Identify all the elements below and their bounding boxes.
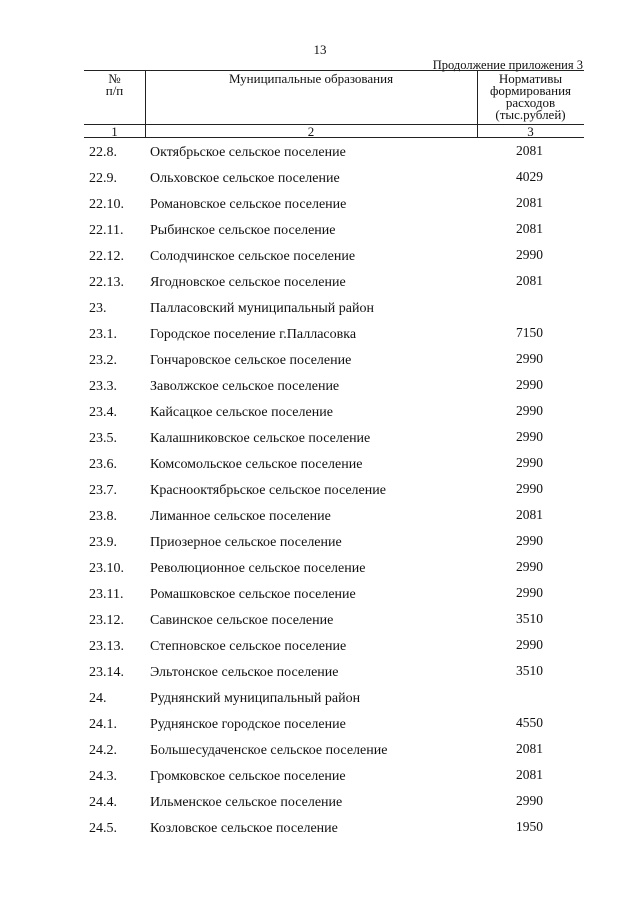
row-municipality: Калашниковское сельское поселение (150, 431, 371, 446)
row-number: 23.3. (89, 379, 117, 394)
row-municipality: Лиманное сельское поселение (150, 509, 331, 524)
row-number: 23.4. (89, 405, 117, 420)
table-row (0, 297, 640, 323)
row-number: 22.13. (89, 275, 124, 290)
row-municipality: Ягодновское сельское поселение (150, 275, 346, 290)
row-municipality: Комсомольское сельское поселение (150, 457, 363, 472)
header-number (84, 73, 145, 97)
table-body (0, 141, 640, 843)
row-value: 2990 (516, 533, 543, 548)
table-row (0, 245, 640, 271)
table-row (0, 141, 640, 167)
row-number: 22.9. (89, 171, 117, 186)
table-row (0, 505, 640, 531)
row-number: 23.2. (89, 353, 117, 368)
table-row (0, 713, 640, 739)
table-row (0, 323, 640, 349)
row-number: 23.14. (89, 665, 124, 680)
table-row (0, 739, 640, 765)
row-number: 22.10. (89, 197, 124, 212)
row-value: 2081 (516, 221, 543, 236)
table-row (0, 427, 640, 453)
row-number: 23.1. (89, 327, 117, 342)
table-row (0, 817, 640, 843)
row-number: 23.7. (89, 483, 117, 498)
table-row (0, 557, 640, 583)
header-number-line-2: п/п (105, 83, 124, 98)
row-value: 2990 (516, 559, 543, 574)
row-municipality: Гончаровское сельское поселение (150, 353, 352, 368)
table-row (0, 219, 640, 245)
row-value: 1950 (516, 819, 543, 834)
row-number: 24.4. (89, 795, 117, 810)
row-municipality: Романовское сельское поселение (150, 197, 347, 212)
row-municipality: Рыбинское сельское поселение (150, 223, 336, 238)
row-number: 23.12. (89, 613, 124, 628)
row-municipality: Козловское сельское поселение (150, 821, 338, 836)
row-number: 23.11. (89, 587, 124, 602)
column-number-3: 3 (527, 124, 534, 139)
row-value: 2990 (516, 377, 543, 392)
row-value: 2081 (516, 143, 543, 158)
row-municipality: Палласовский муниципальный район (150, 301, 374, 316)
row-municipality: Краснооктябрьское сельское поселение (150, 483, 386, 498)
header-number-line-1: № (108, 71, 121, 86)
column-number-1: 1 (111, 124, 118, 139)
row-number: 22.12. (89, 249, 124, 264)
row-value: 2990 (516, 429, 543, 444)
row-value: 3510 (516, 611, 543, 626)
row-value: 2990 (516, 455, 543, 470)
row-value: 2990 (516, 481, 543, 496)
row-municipality: Приозерное сельское поселение (150, 535, 342, 550)
table-row (0, 531, 640, 557)
header-value-line-1: Нормативы (498, 71, 563, 86)
row-municipality: Руднянский муниципальный район (150, 691, 361, 706)
row-municipality: Эльтонское сельское поселение (150, 665, 339, 680)
table-row (0, 271, 640, 297)
header-value-line-4: (тыс.рублей) (495, 107, 566, 122)
row-municipality: Громковское сельское поселение (150, 769, 346, 784)
header-name: Муниципальные образования (228, 71, 394, 86)
row-municipality: Ольховское сельское поселение (150, 171, 340, 186)
table-row (0, 765, 640, 791)
row-municipality: Городское поселение г.Палласовка (150, 327, 357, 342)
row-number: 22.8. (89, 145, 117, 160)
row-value: 2990 (516, 585, 543, 600)
table-row (0, 453, 640, 479)
header-mid-rule (84, 124, 584, 125)
row-municipality: Октябрьское сельское поселение (150, 145, 346, 160)
row-value: 3510 (516, 663, 543, 678)
table-row (0, 349, 640, 375)
row-number: 24.1. (89, 717, 117, 732)
column-number-2: 2 (307, 124, 315, 139)
table-row (0, 583, 640, 609)
table-row (0, 401, 640, 427)
row-value: 4029 (516, 169, 543, 184)
table-row (0, 635, 640, 661)
table-row (0, 193, 640, 219)
row-value: 2990 (516, 351, 543, 366)
table-row (0, 479, 640, 505)
row-number: 23.13. (89, 639, 124, 654)
row-number: 23.8. (89, 509, 117, 524)
row-number: 22.11. (89, 223, 124, 238)
row-municipality: Солодчинское сельское поселение (150, 249, 356, 264)
row-number: 23.9. (89, 535, 117, 550)
appendix-note: Продолжение приложения 3 (432, 58, 583, 72)
row-value: 2081 (516, 741, 543, 756)
row-municipality: Руднянское городское поселение (150, 717, 346, 732)
row-number: 24.3. (89, 769, 117, 784)
header-value (477, 73, 584, 121)
row-municipality: Савинское сельское поселение (150, 613, 334, 628)
row-number: 24.5. (89, 821, 117, 836)
table-header (84, 70, 584, 138)
table-row (0, 609, 640, 635)
row-number: 23.6. (89, 457, 117, 472)
row-value: 2081 (516, 507, 543, 522)
row-value: 2990 (516, 247, 543, 262)
row-number: 23.5. (89, 431, 117, 446)
row-municipality: Большесудаченское сельское поселение (150, 743, 388, 758)
table-row (0, 791, 640, 817)
row-number: 23.10. (89, 561, 124, 576)
row-number: 23. (89, 301, 107, 316)
row-municipality: Заволжское сельское поселение (150, 379, 340, 394)
row-value: 2081 (516, 195, 543, 210)
row-value: 2990 (516, 793, 543, 808)
row-municipality: Ильменское сельское поселение (150, 795, 343, 810)
row-municipality: Революционное сельское поселение (150, 561, 366, 576)
table-row (0, 661, 640, 687)
table-row (0, 375, 640, 401)
header-value-line-3: расходов (505, 95, 556, 110)
row-number: 24.2. (89, 743, 117, 758)
header-value-line-2: формирования (489, 83, 572, 98)
table-row (0, 167, 640, 193)
row-municipality: Кайсацкое сельское поселение (150, 405, 333, 420)
row-value: 7150 (516, 325, 543, 340)
table-row (0, 687, 640, 713)
row-number: 24. (89, 691, 107, 706)
row-municipality: Степновское сельское поселение (150, 639, 347, 654)
row-value: 2990 (516, 637, 543, 652)
row-value: 2990 (516, 403, 543, 418)
row-value: 4550 (516, 715, 543, 730)
row-value: 2081 (516, 767, 543, 782)
page-number: 13 (313, 42, 327, 57)
row-value: 2081 (516, 273, 543, 288)
row-municipality: Ромашковское сельское поселение (150, 587, 356, 602)
